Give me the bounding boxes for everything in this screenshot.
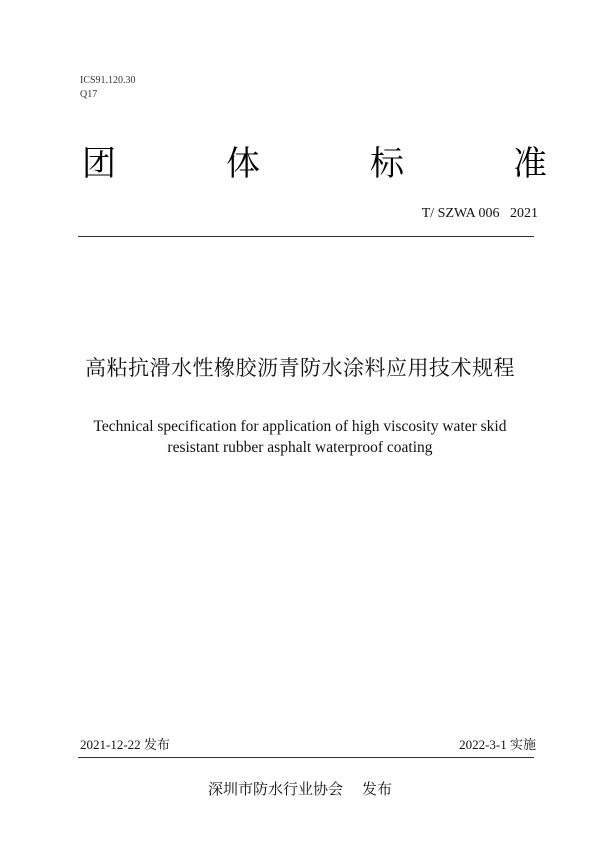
standard-year: 2021 [510, 206, 538, 221]
standard-type-heading [80, 142, 550, 192]
bottom-divider [78, 757, 534, 758]
ics-code: ICS91.120.30 [80, 75, 136, 86]
publisher-name: 深圳市防水行业协会 [207, 780, 343, 798]
standard-number [422, 205, 538, 223]
top-divider [78, 236, 534, 237]
implementation-date-value: 2022-3-1 [459, 737, 507, 752]
issue-date [80, 736, 170, 755]
standard-code: T/ SZWA 006 [421, 206, 500, 221]
english-title-line-2: resistant rubber asphalt waterproof coating [167, 439, 433, 456]
publisher-line [0, 778, 600, 800]
implementation-date [459, 736, 536, 755]
standard-type-char-4: 准 [513, 144, 547, 184]
standard-type-char-1: 团 [82, 144, 116, 184]
issue-label: 发布 [143, 738, 170, 753]
classification-codes [80, 74, 136, 102]
publisher-label: 发布 [362, 780, 393, 798]
english-title [60, 416, 540, 458]
english-title-line-1: Technical specification for application of high viscosity water skid [93, 418, 507, 435]
implementation-label: 实施 [509, 738, 536, 753]
standard-type-char-2: 体 [226, 144, 260, 184]
standard-type-char-3: 标 [370, 144, 404, 184]
issue-date-value: 2021-12-22 [80, 737, 141, 752]
chinese-title: 高粘抗滑水性橡胶沥青防水涂料应用技术规程 [85, 356, 515, 380]
ccs-code: Q17 [80, 89, 98, 100]
